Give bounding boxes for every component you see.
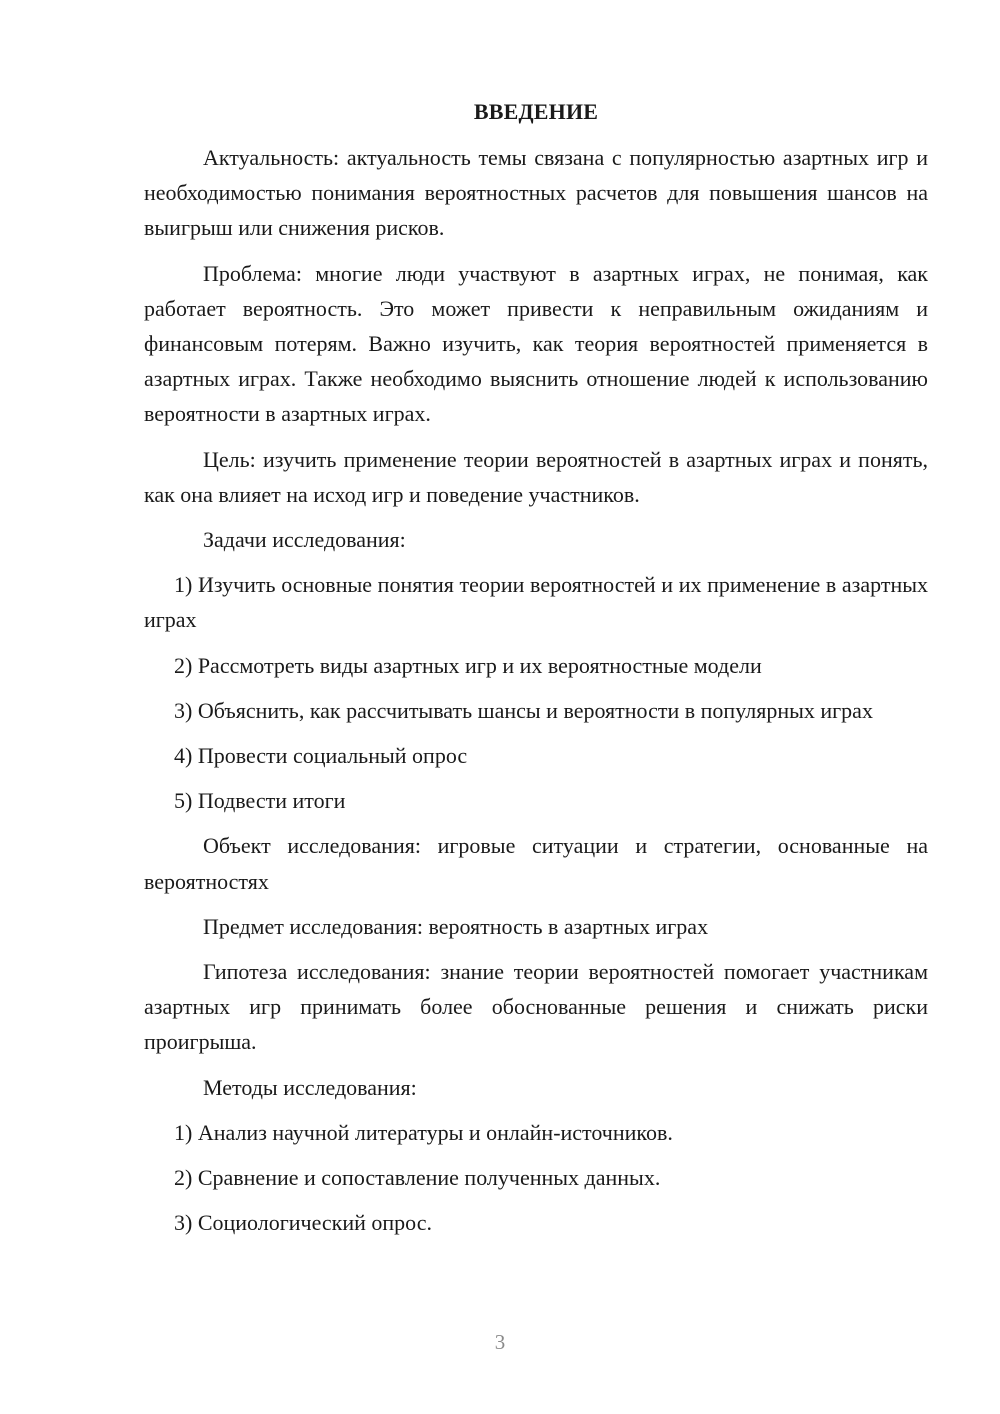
paragraph-problem: Проблема: многие люди участвуют в азартных играх, не понимая, как работает вероятность. Это может привести к неправильным ожиданиям и финансовым потерям. Важно изучить, как теория вероятностей применяется в азартных играх. Также необходимо выяснить отношение людей к использованию вероятности в азартных играх. [144, 260, 928, 427]
list-item-task: 2) Рассмотреть виды азартных игр и их вероятностные модели [174, 652, 762, 678]
page-number: 3 [494, 1330, 506, 1354]
list-item-task: 5) Подвести итоги [174, 788, 346, 814]
paragraph-hypothesis: Гипотеза исследования: знание теории вероятностей помогает участникам азартных игр принимать более обоснованные решения и снижать риски проигрыша. [144, 959, 928, 1055]
list-item-task: 1) Изучить основные понятия теории вероятностей и их применение в азартных играх [144, 572, 928, 633]
list-item-method: 1) Анализ научной литературы и онлайн-источников. [174, 1119, 673, 1145]
methods-heading: Методы исследования: [203, 1074, 417, 1100]
paragraph-goal: Цель: изучить применение теории вероятностей в азартных играх и понять, как она влияет на исход игр и поведение участников. [144, 446, 928, 507]
methods-list [144, 1115, 928, 1241]
section-title: ВВЕДЕНИЕ [473, 99, 599, 124]
list-item-task: 3) Объяснить, как рассчитывать шансы и вероятности в популярных играх [174, 697, 873, 723]
tasks-heading: Задачи исследования: [203, 527, 406, 553]
list-item-method: 3) Социологический опрос. [174, 1210, 432, 1236]
list-item-method: 2) Сравнение и сопоставление полученных данных. [174, 1165, 661, 1191]
list-item-task: 4) Провести социальный опрос [174, 743, 468, 769]
paragraph-object: Объект исследования: игровые ситуации и стратегии, основанные на вероятностях [144, 833, 928, 894]
paragraph-subject: Предмет исследования: вероятность в азартных играх [203, 913, 709, 939]
paragraph-relevance: Актуальность: актуальность темы связана с популярностью азартных игр и необходимостью понимания вероятностных расчетов для повышения шансов на выигрыш или снижения рисков. [144, 145, 928, 241]
page-content [144, 94, 928, 1250]
tasks-list [144, 567, 928, 818]
